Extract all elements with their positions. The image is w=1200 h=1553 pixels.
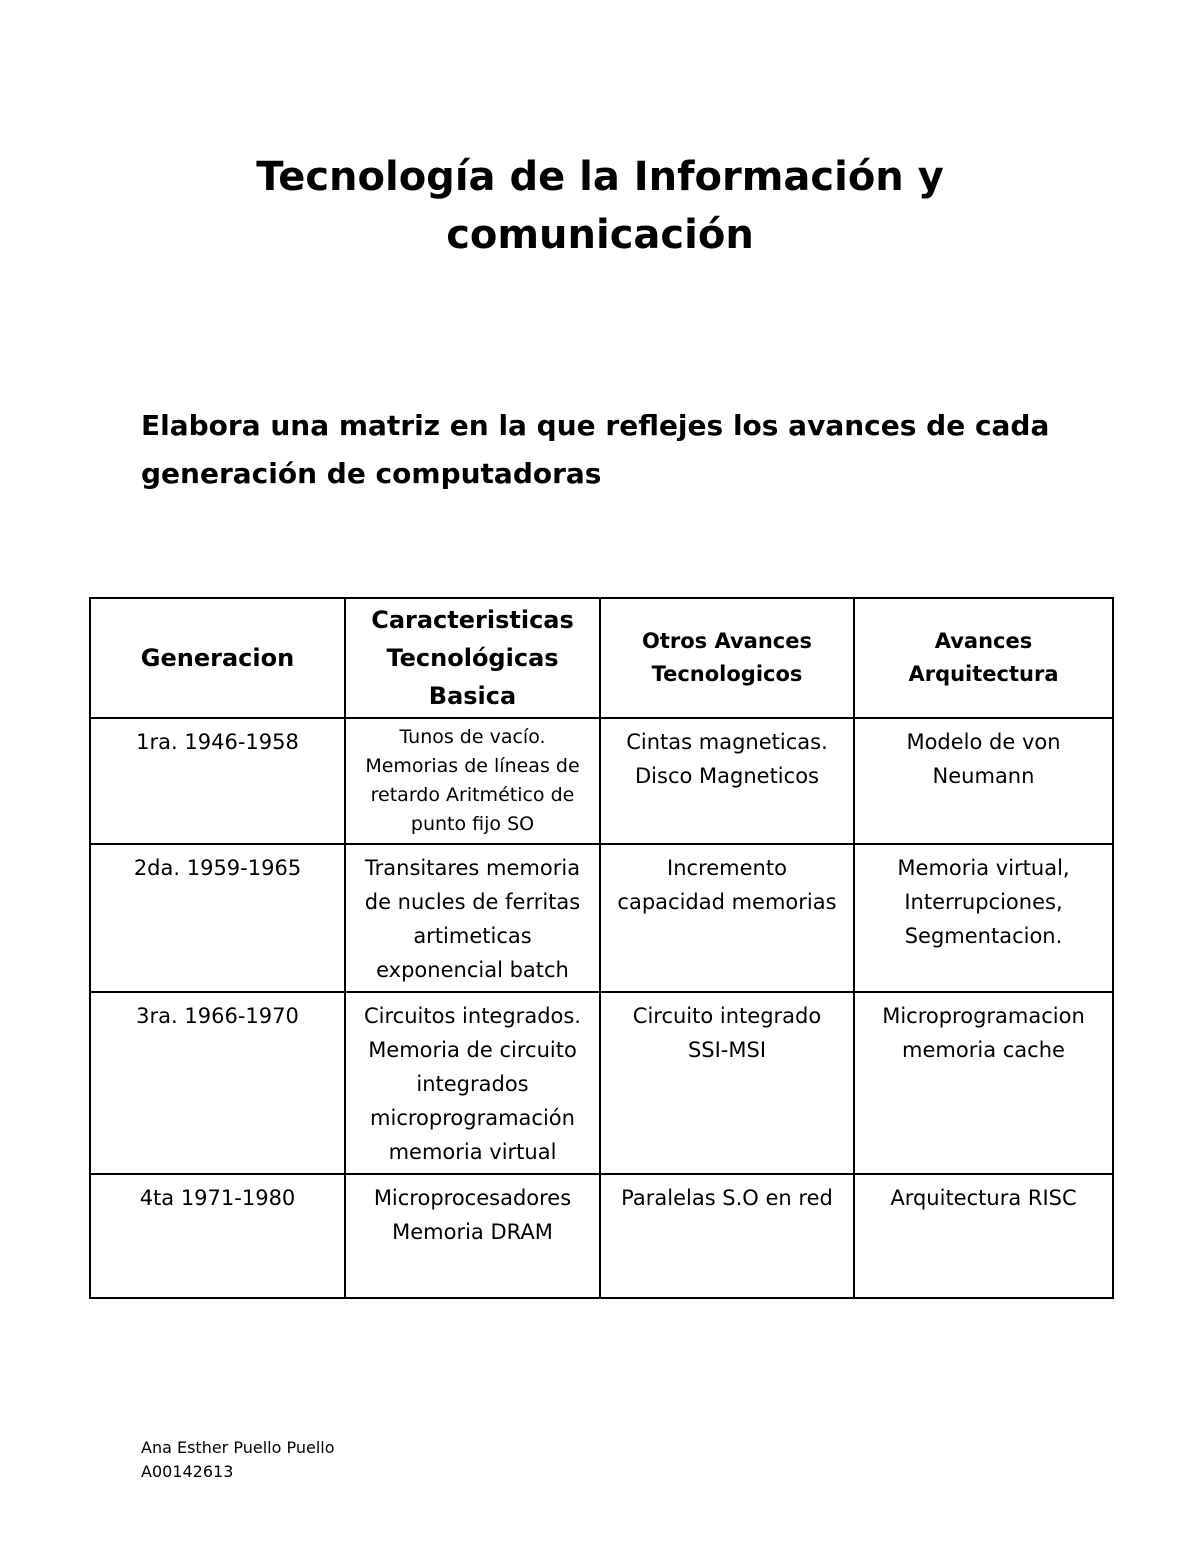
title-line-2: comunicación [446,212,754,258]
cell-text: Modelo de von [906,730,1061,754]
cell-caracteristicas [345,844,600,992]
cell-text: 4ta 1971-1980 [139,1186,296,1210]
header-text: Arquitectura [908,662,1059,686]
cell-text: Tunos de vacío. [399,726,546,748]
header-text: Basica [428,682,517,710]
cell-text: artimeticas [413,924,532,948]
cell-text: Arquitectura RISC [890,1186,1077,1210]
student-id: A00142613 [141,1462,234,1481]
header-text: Generacion [140,644,295,672]
cell-arquitectura [854,718,1113,844]
table-row [90,718,1113,844]
cell-text: Segmentacion. [904,924,1063,948]
cell-text: de nucles de ferritas [364,890,581,914]
cell-text: microprogramación [370,1106,575,1130]
cell-text: integrados [416,1072,529,1096]
cell-otros-avances [600,718,854,844]
cell-text: Circuito integrado [632,1004,822,1028]
header-text: Tecnologicos [651,662,803,686]
header-text: Avances [934,629,1033,653]
cell-text: Cintas magneticas. [626,730,828,754]
table-header-row [90,598,1113,718]
cell-generacion [90,844,345,992]
header-text: Caracteristicas [371,606,574,634]
cell-caracteristicas [345,1174,600,1298]
cell-generacion [90,992,345,1174]
cell-text: capacidad memorias [617,890,837,914]
cell-caracteristicas [345,718,600,844]
cell-arquitectura [854,992,1113,1174]
header-text: Tecnológicas [386,644,559,672]
cell-otros-avances [600,1174,854,1298]
header-text: Otros Avances [642,629,812,653]
cell-text: punto fijo SO [410,813,535,835]
prompt-line-2: generación de computadoras [141,457,602,490]
cell-caracteristicas [345,992,600,1174]
cell-text: SSI-MSI [687,1038,767,1062]
cell-otros-avances [600,992,854,1174]
table-row [90,844,1113,992]
cell-generacion [90,1174,345,1298]
cell-text: Microprocesadores [373,1186,572,1210]
title-line-1: Tecnología de la Información y [256,154,944,200]
cell-text: retardo Aritmético de [370,784,575,806]
cell-arquitectura [854,844,1113,992]
cell-text: Disco Magneticos [635,764,819,788]
cell-arquitectura [854,1174,1113,1298]
cell-text: memoria virtual [388,1140,557,1164]
author-name: Ana Esther Puello Puello [141,1438,335,1457]
cell-text: Interrupciones, [904,890,1063,914]
cell-text: Circuitos integrados. [364,1004,581,1028]
cell-text: Transitares memoria [364,856,581,880]
table-row [90,992,1113,1174]
cell-text: Neumann [932,764,1035,788]
prompt-line-1: Elabora una matriz en la que reflejes los avances de cada [141,409,1050,442]
cell-text: Memoria DRAM [392,1220,553,1244]
cell-text: Incremento [667,856,787,880]
cell-text: Microprogramacion [882,1004,1085,1028]
cell-text: Memoria virtual, [897,856,1070,880]
header-avances-arquitectura [854,598,1113,718]
cell-text: Paralelas S.O en red [621,1186,833,1210]
cell-text: 3ra. 1966-1970 [136,1004,299,1028]
cell-generacion [90,718,345,844]
cell-text: memoria cache [902,1038,1065,1062]
cell-text: 1ra. 1946-1958 [136,730,299,754]
cell-text: exponencial batch [376,958,569,982]
table-row [90,1174,1113,1298]
header-generacion [90,598,345,718]
page-footer [141,1436,335,1484]
assignment-prompt [141,402,1101,498]
header-otros-avances [600,598,854,718]
header-caracteristicas [345,598,600,718]
generations-matrix [89,597,1114,1299]
page-title [0,148,1200,264]
cell-otros-avances [600,844,854,992]
cell-text: 2da. 1959-1965 [133,856,302,880]
cell-text: Memoria de circuito [368,1038,577,1062]
cell-text: Memorias de líneas de [365,755,580,777]
